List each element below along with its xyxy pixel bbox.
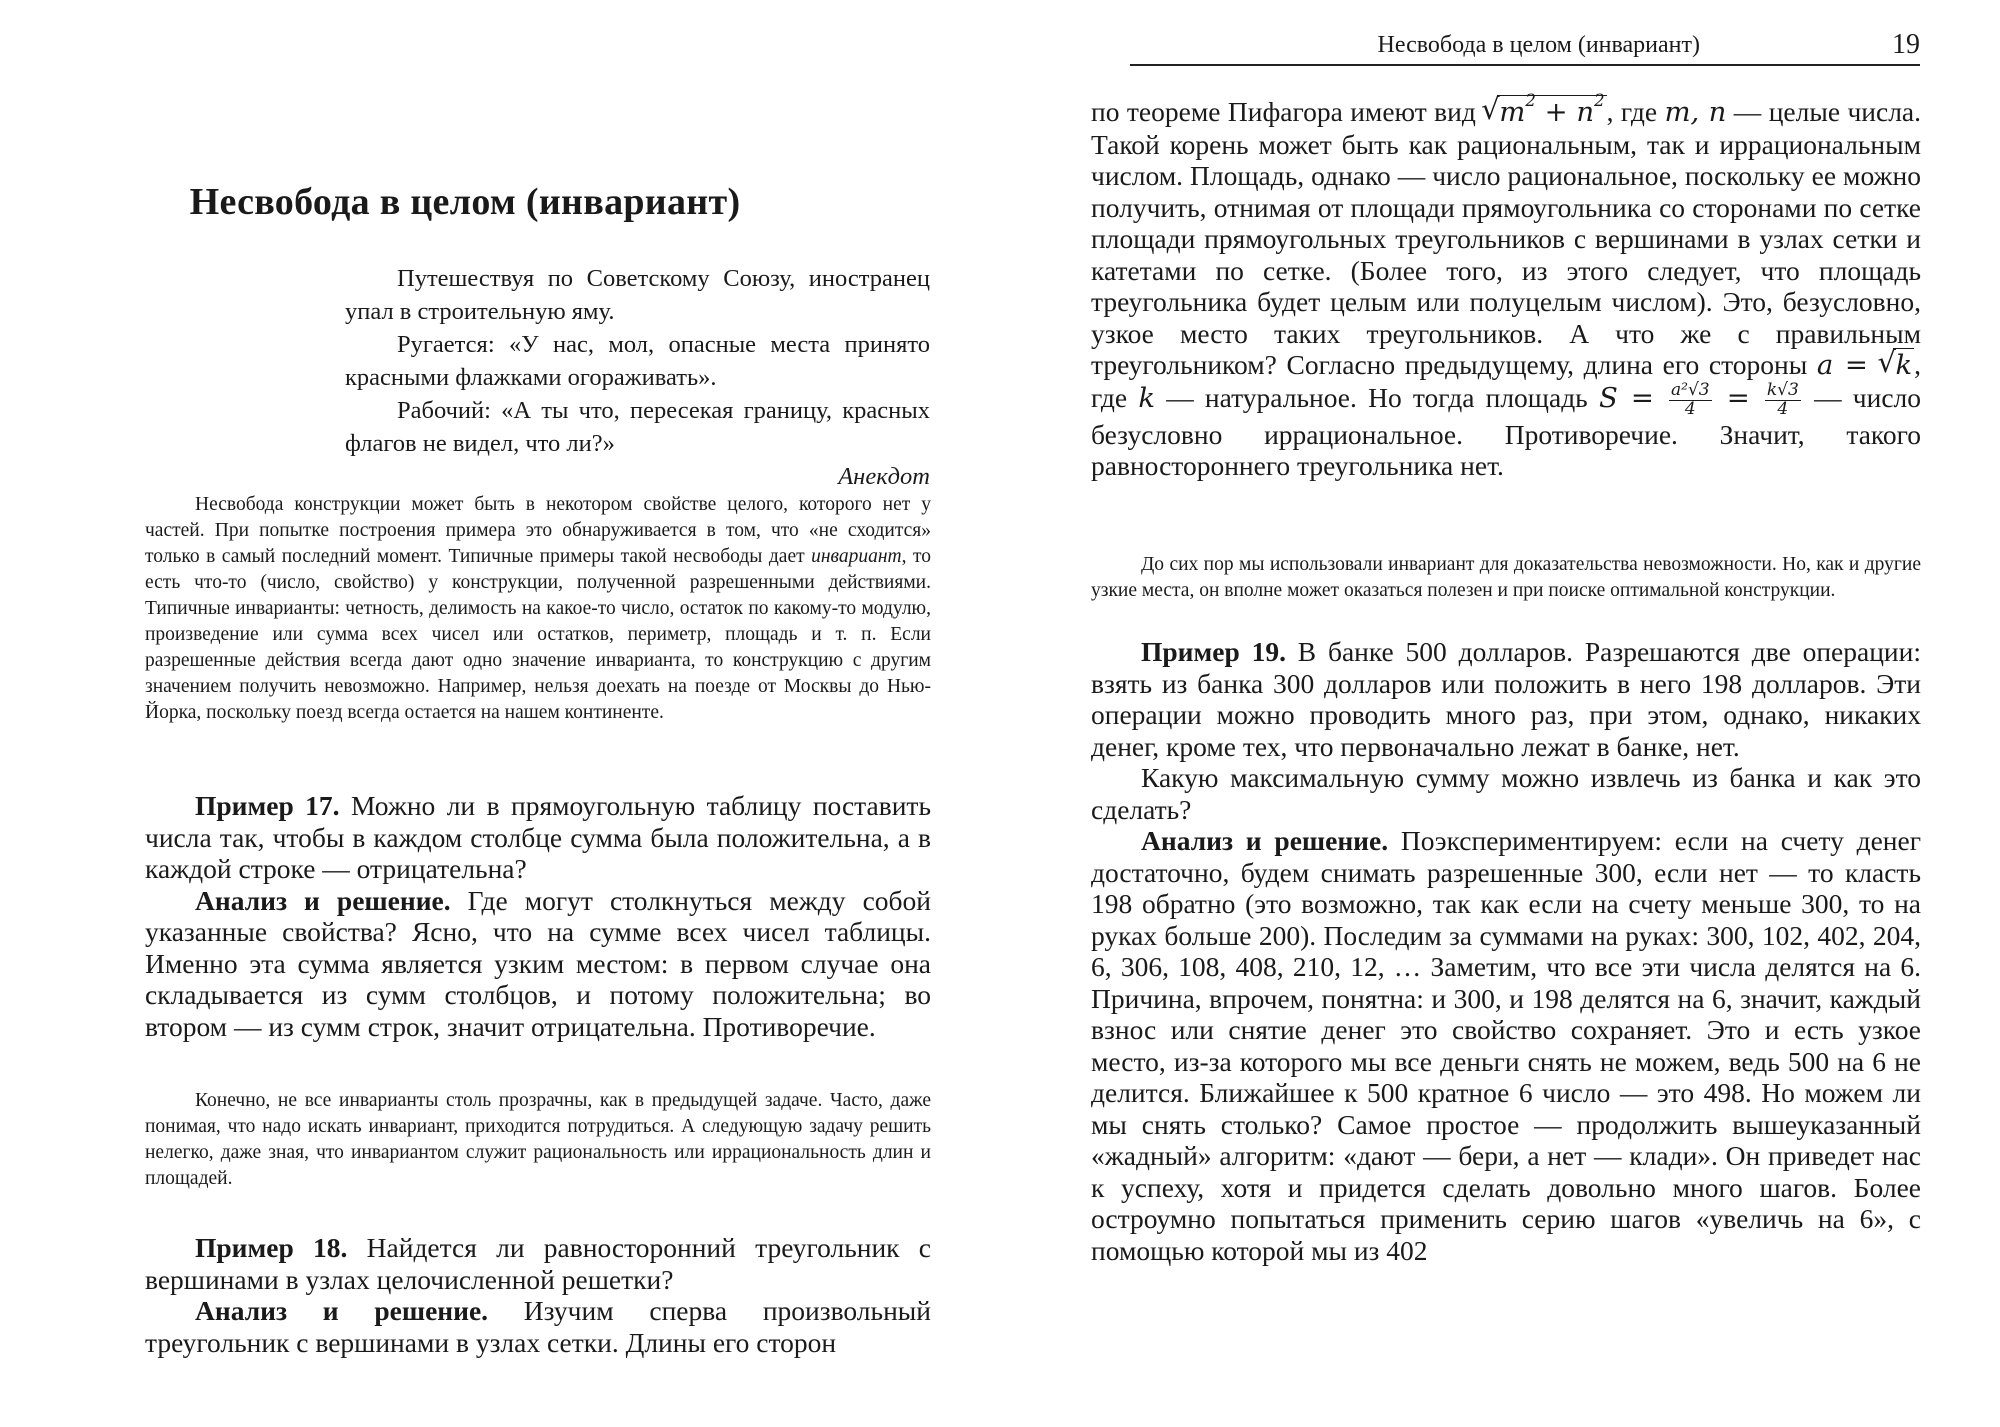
epigraph-line: Ругается: «У нас, мол, опасные места принято красными флажками огораживать».: [345, 331, 930, 391]
pythagoras-paragraph: [1091, 91, 1922, 482]
body-text: по теореме Пифагора имеют вид: [1091, 96, 1484, 127]
intro-term: инвариант: [811, 546, 902, 567]
running-header: [1130, 26, 1920, 66]
frac-num: a²√3: [1670, 379, 1710, 400]
header-title: Несвобода в целом (инвариант): [1377, 32, 1700, 58]
frac-num: k√3: [1766, 379, 1799, 400]
body-text: — число безусловно иррациональное. Противоречие. Значит, такого равностороннего треугольника нет.: [1091, 381, 1921, 482]
frac-den: 4: [1777, 398, 1789, 419]
epigraph: [345, 262, 930, 493]
math-exp: 2: [1525, 91, 1536, 111]
section-title: Несвобода в целом (инвариант): [189, 181, 741, 223]
math-exp: 2: [1594, 91, 1605, 111]
math-eq: S =: [1598, 381, 1667, 414]
epigraph-source: Анекдот: [838, 463, 930, 490]
body-text: , где: [1091, 349, 1921, 413]
math-op: +: [1535, 96, 1577, 128]
analysis-label: Анализ и решение.: [1141, 825, 1389, 856]
intro-text-cont: , то есть что-то (число, свойство) у конструкции, полученной разрешенными действиями. Типичные инварианты: четность, делимость на какое-то число, остаток по какому-то модулю, произведение или сумма всех чисел или остатков, периметр, площадь и т. п. Если разрешенные действия всегда дают одно значение инварианта, то конструкцию с другим значением получить невозможно. Например, нельзя доехать на поезде от Москвы до Нью-Йорка, поскольку поезд всегда остается на нашем континенте.: [145, 546, 932, 723]
note-paragraph: [1091, 552, 1921, 604]
sqrt-k: [1879, 350, 1914, 382]
math-eq: =: [1713, 381, 1763, 414]
right-page: [1000, 0, 2000, 1427]
frac-den: 4: [1684, 398, 1696, 419]
note-paragraph: [145, 1088, 931, 1192]
analysis-label: Анализ и решение.: [195, 884, 451, 916]
example-text: Найдется ли равносторонний треугольник с вершинами в узлах целочисленной решетки?: [145, 1232, 932, 1295]
page-number: 19: [1892, 29, 1920, 60]
sqrt-formula: [1483, 91, 1606, 129]
intro-text: Несвобода конструкции может быть в некотором свойстве целого, которого нет у частей. При попытке построения примера это обнаруживается в том, что «не сходится» только в самый последний момент. Типичные примеры такой несвободы дает: [145, 494, 931, 567]
body-text: — целые числа. Такой корень может быть как рациональным, так и иррациональным числом. Площадь, однако — число рациональное, поскольку ее можно получить, отнимая от площади прямоугольника со сторонами по сетке площади прямоугольных треугольников с вершинами в узлах сетки и катетами по сетке. (Более того, из этого следует, что площадь треугольника будет целым или полуцелым числом). Это, безусловно, узкое место таких треугольников. А что же с правильным треугольником? Согласно предыдущему, длина его стороны: [1091, 96, 1922, 380]
solution-text: Поэкспериментируем: если на счету денег достаточно, будем снимать разрешенные 300, если нет — то класть 198 обратно (это возможно, так как если на счету меньше 300, то на руках больше 200). Последим за суммами на руках: 300, 102, 402, 204, 6, 306, 108, 408, 210, 12, … Заметим, что все эти числа делятся на 6. Причина, впрочем, понятна: и 300, и 198 делятся на 6, значит, каждый взнос или снятие денег это свойство сохраняет. Это и есть узкое место, из-за которого мы все деньги снять не можем, ведь 500 на 6 не делится. Ближайшее к 500 кратное 6 число — это 498. Но можем ли мы снять столько? Самое простое — продолжить вышеуказанный «жадный» алгоритм: «дают — бери, а нет — клади». Он приведет нас к успеху, хотя и придется сделать довольно много шагов. Более остроумно попытаться применить серию шагов «увеличь на 6», с помощью которой мы из 402: [1091, 825, 1921, 1266]
math-vars: m, n: [1664, 96, 1727, 128]
body-text: — натуральное. Но тогда площадь: [1155, 381, 1599, 413]
epigraph-line: Рабочий: «А ты что, пересекая границу, красных флагов не видел, что ли?»: [345, 397, 930, 457]
example-label: Пример 19.: [1141, 636, 1286, 667]
example-label: Пример 17.: [195, 790, 340, 821]
math-var: k: [1138, 381, 1155, 414]
intro-paragraph: [145, 492, 931, 726]
solution-text: Изучим сперва произвольный треугольник с вершинами в узлах сетки. Длины его сторон: [145, 1295, 931, 1358]
math-var: n: [1576, 96, 1595, 128]
fraction: [1765, 379, 1801, 419]
example-text: Можно ли в прямоугольную таблицу поставить числа так, чтобы в каждом столбце сумма была положительна, а в каждой строке — отрицательна?: [145, 790, 931, 884]
math-var: m: [1499, 96, 1526, 128]
note-text: Конечно, не все инварианты столь прозрачны, как в предыдущей задаче. Часто, даже понимая, что надо искать инвариант, приходится потрудиться. А следующую задачу решить нелегко, даже зная, что инвариантом служит рациональность или иррациональность длин и площадей.: [145, 1090, 931, 1189]
analysis-label: Анализ и решение.: [195, 1295, 489, 1326]
math-eq: a =: [1816, 349, 1880, 381]
example-17: [145, 790, 931, 1042]
solution-text: Где могут столкнуться между собой указанные свойства? Ясно, что на сумме всех чисел таблицы. Именно эта сумма является узким местом: в первом случае она складывается из сумм столбцов, и потому положительна; во втором — из сумм строк, значит отрицательна. Противоречие.: [145, 884, 931, 1042]
note-text: До сих пор мы использовали инвариант для доказательства невозможности. Но, как и другие узкие места, он вполне может оказаться полезен и при поиске оптимальной конструкции.: [1091, 554, 1921, 601]
body-text: , где: [1606, 96, 1665, 127]
fraction: [1669, 379, 1712, 419]
example-question: Какую максимальную сумму можно извлечь из банка и как это сделать?: [1091, 762, 1921, 825]
math-var: k: [1895, 349, 1913, 381]
epigraph-line: Путешествуя по Советскому Союзу, иностранец упал в строительную яму.: [345, 265, 930, 325]
example-19: [1091, 636, 1921, 1266]
example-text: В банке 500 долларов. Разрешаются две операции: взять из банка 300 долларов или положить в него 198 долларов. Эти операции можно проводить много раз, при этом, однако, никаких денег, кроме тех, что первоначально лежат в банке, нет.: [1091, 636, 1922, 762]
example-18: [145, 1232, 931, 1358]
example-label: Пример 18.: [195, 1232, 348, 1263]
